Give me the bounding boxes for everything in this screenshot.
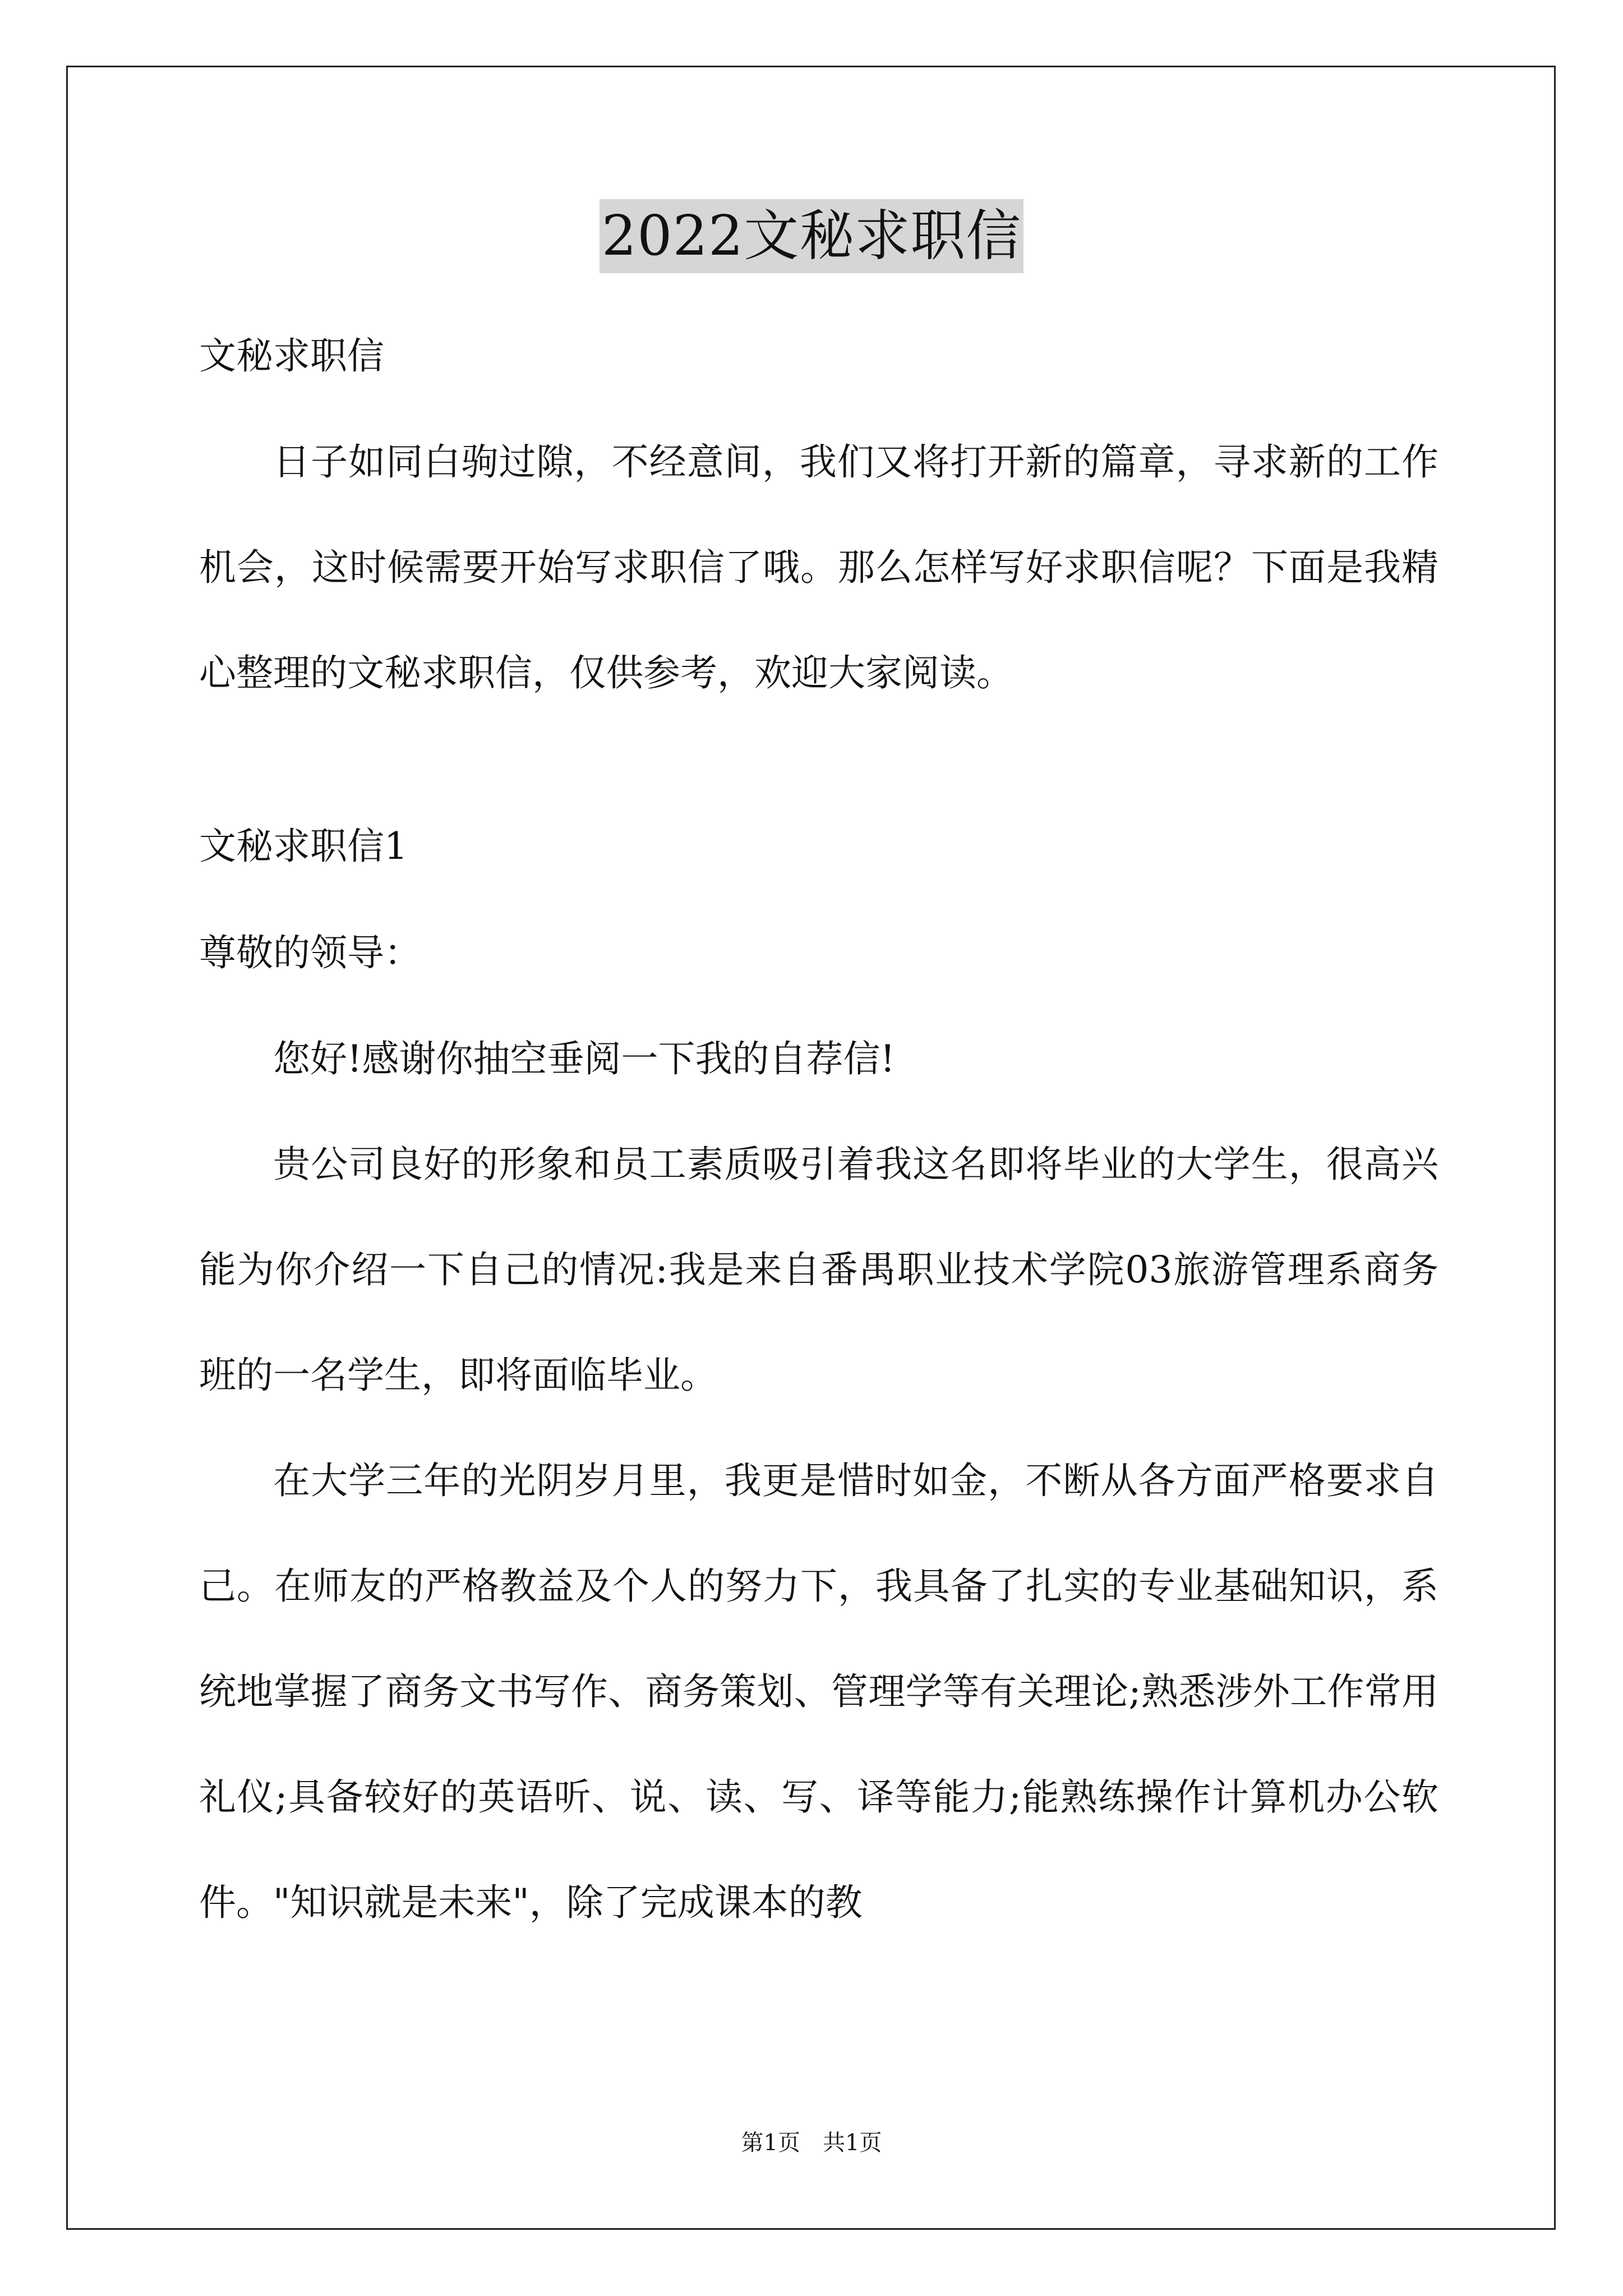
body-paragraph: 您好!感谢你抽空垂阅一下我的自荐信! [273,1037,896,1080]
title-container [0,199,1623,273]
section-heading: 文秘求职信1 [199,825,408,868]
page-footer [0,2126,1623,2160]
intro-paragraph: 日子如同白驹过隙，不经意间，我们又将打开新的篇章，寻求新的工作机会，这时候需要开始写求职信了哦。那么怎样写好求职信呢？下面是我精心整理的文秘求职信，仅供参考，欢迎大家阅读。 [199,440,1438,694]
intro-heading: 文秘求职信 [199,334,384,378]
document-body [199,303,1438,1955]
body-paragraph: 在大学三年的光阴岁月里，我更是惜时如金，不断从各方面严格要求自己。在师友的严格教益及个人的努力下，我具备了扎实的专业基础知识，系统地掌握了商务文书写作、商务策划、管理学等有关理论;熟悉涉外工作常用礼仪;具备较好的英语听、说、读、写、译等能力;能熟练操作计算机办公软件。"知识就是未来"，除了完成课本的教 [199,1459,1438,1924]
salutation: 尊敬的领导： [199,931,421,974]
document-title: 2022文秘求职信 [600,199,1023,273]
section-gap [199,726,1438,793]
body-paragraph: 贵公司良好的形象和员工素质吸引着我这名即将毕业的大学生，很高兴能为你介绍一下自己的情况:我是来自番禺职业技术学院03旅游管理系商务班的一名学生，即将面临毕业。 [199,1143,1438,1397]
page-number: 第1页 共1页 [741,2130,882,2156]
